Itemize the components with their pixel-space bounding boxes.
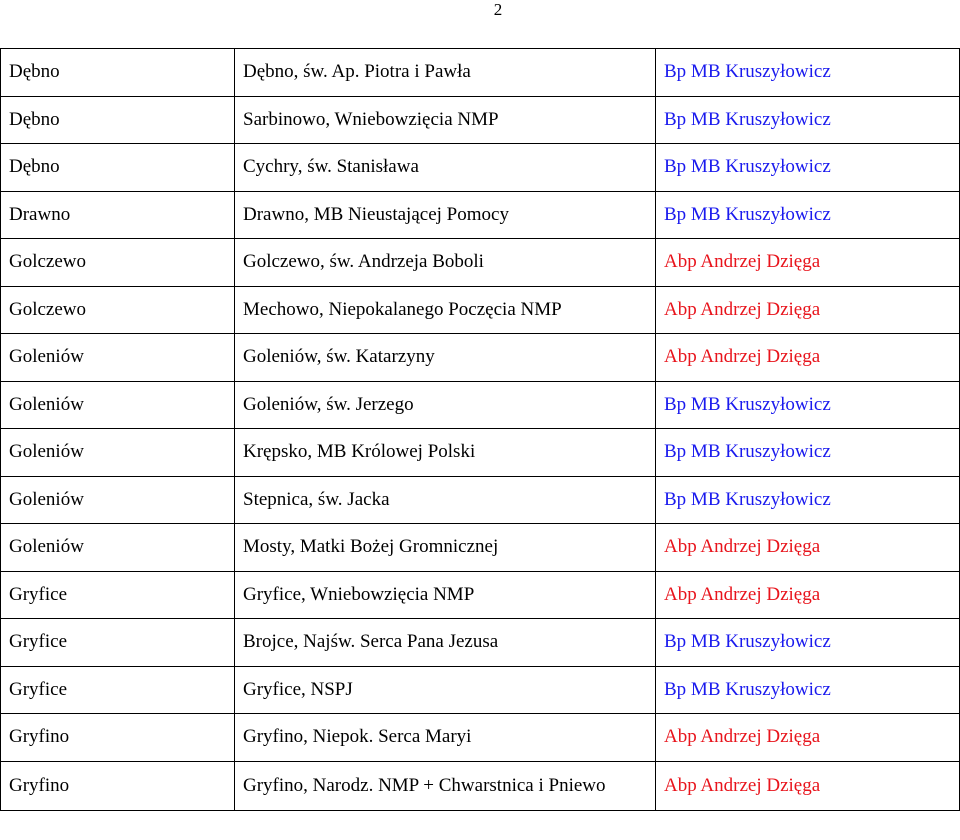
page-number: 2 <box>493 0 503 19</box>
bishop-cell: Abp Andrzej Dzięga <box>656 334 960 382</box>
parish-cell: Goleniów, św. Jerzego <box>235 381 656 429</box>
table-row <box>1 239 960 287</box>
town-cell: Golczewo <box>1 239 235 287</box>
parish-cell: Gryfice, Wniebowzięcia NMP <box>235 571 656 619</box>
table-row <box>1 476 960 524</box>
town-cell: Goleniów <box>1 381 235 429</box>
table-row <box>1 524 960 572</box>
bishop-cell: Bp MB Kruszyłowicz <box>656 666 960 714</box>
bishop-cell: Bp MB Kruszyłowicz <box>656 144 960 192</box>
bishop-cell: Bp MB Kruszyłowicz <box>656 619 960 667</box>
parish-cell: Sarbinowo, Wniebowzięcia NMP <box>235 96 656 144</box>
parish-cell: Krępsko, MB Królowej Polski <box>235 429 656 477</box>
town-cell: Golczewo <box>1 286 235 334</box>
bishop-cell: Bp MB Kruszyłowicz <box>656 49 960 97</box>
town-cell: Goleniów <box>1 476 235 524</box>
town-cell: Gryfice <box>1 619 235 667</box>
bishop-cell: Abp Andrzej Dzięga <box>656 714 960 762</box>
bishop-cell: Abp Andrzej Dzięga <box>656 571 960 619</box>
table-row <box>1 381 960 429</box>
parish-cell: Cychry, św. Stanisława <box>235 144 656 192</box>
parish-cell: Mechowo, Niepokalanego Poczęcia NMP <box>235 286 656 334</box>
town-cell: Goleniów <box>1 524 235 572</box>
town-cell: Gryfino <box>1 714 235 762</box>
parish-cell: Brojce, Najśw. Serca Pana Jezusa <box>235 619 656 667</box>
parish-assignment-table <box>0 48 960 811</box>
table-row <box>1 96 960 144</box>
town-cell: Gryfino <box>1 761 235 810</box>
parish-cell: Mosty, Matki Bożej Gromnicznej <box>235 524 656 572</box>
parish-cell: Gryfino, Narodz. NMP + Chwarstnica i Pniewo <box>235 761 656 810</box>
table-row <box>1 714 960 762</box>
town-cell: Dębno <box>1 49 235 97</box>
town-cell: Goleniów <box>1 334 235 382</box>
town-cell: Dębno <box>1 144 235 192</box>
table-row <box>1 619 960 667</box>
bishop-cell: Abp Andrzej Dzięga <box>656 761 960 810</box>
table-row <box>1 571 960 619</box>
table-row <box>1 49 960 97</box>
table-body <box>1 49 960 811</box>
parish-cell: Gryfino, Niepok. Serca Maryi <box>235 714 656 762</box>
bishop-cell: Bp MB Kruszyłowicz <box>656 191 960 239</box>
bishop-cell: Abp Andrzej Dzięga <box>656 286 960 334</box>
bishop-cell: Bp MB Kruszyłowicz <box>656 381 960 429</box>
table-row <box>1 761 960 810</box>
table-row <box>1 191 960 239</box>
bishop-cell: Bp MB Kruszyłowicz <box>656 96 960 144</box>
table-row <box>1 144 960 192</box>
table-row <box>1 429 960 477</box>
town-cell: Gryfice <box>1 666 235 714</box>
town-cell: Drawno <box>1 191 235 239</box>
town-cell: Goleniów <box>1 429 235 477</box>
bishop-cell: Abp Andrzej Dzięga <box>656 524 960 572</box>
bishop-cell: Bp MB Kruszyłowicz <box>656 476 960 524</box>
bishop-cell: Abp Andrzej Dzięga <box>656 239 960 287</box>
bishop-cell: Bp MB Kruszyłowicz <box>656 429 960 477</box>
town-cell: Gryfice <box>1 571 235 619</box>
parish-cell: Golczewo, św. Andrzeja Boboli <box>235 239 656 287</box>
parish-cell: Goleniów, św. Katarzyny <box>235 334 656 382</box>
parish-cell: Drawno, MB Nieustającej Pomocy <box>235 191 656 239</box>
town-cell: Dębno <box>1 96 235 144</box>
parish-cell: Gryfice, NSPJ <box>235 666 656 714</box>
parish-cell: Dębno, św. Ap. Piotra i Pawła <box>235 49 656 97</box>
table-row <box>1 666 960 714</box>
table-row <box>1 286 960 334</box>
table-row <box>1 334 960 382</box>
parish-cell: Stepnica, św. Jacka <box>235 476 656 524</box>
